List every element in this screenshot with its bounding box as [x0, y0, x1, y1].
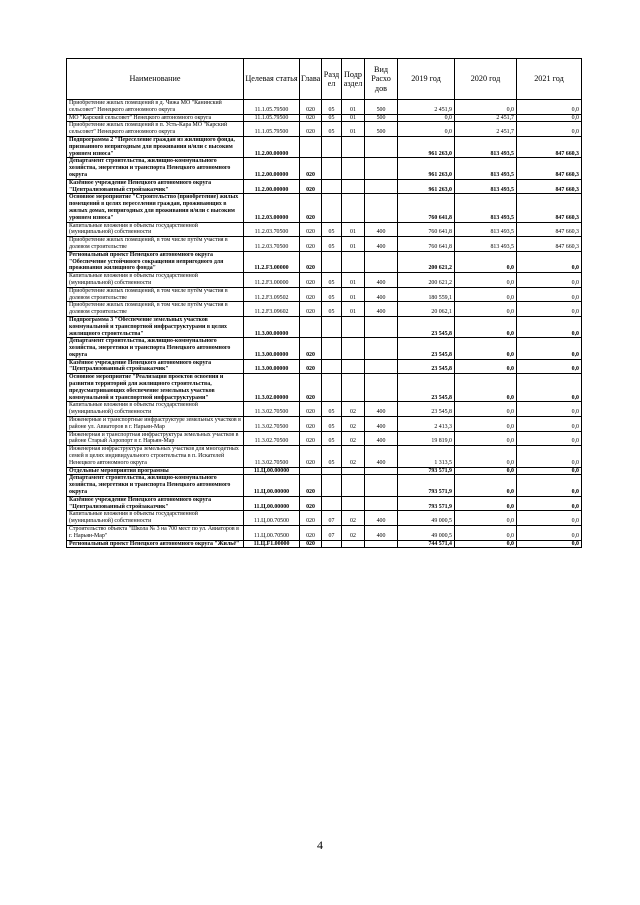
row-target-article: 11.2.00.00000	[244, 136, 300, 157]
row-chapter	[300, 316, 322, 337]
row-amount-2019: 760 641,8	[398, 194, 455, 222]
row-subsection: 01	[342, 237, 365, 252]
row-amount-2019: 23 545,8	[398, 359, 455, 374]
row-amount-2020: 0,0	[455, 374, 517, 402]
row-section	[322, 158, 342, 179]
row-chapter: 020	[300, 402, 322, 417]
row-amount-2021: 0,0	[517, 431, 582, 446]
row-chapter: 020	[300, 287, 322, 302]
table-row	[67, 511, 582, 526]
row-amount-2020: 813 493,5	[455, 222, 517, 237]
table-row	[67, 526, 582, 541]
row-name: Основное мероприятие "Реализация проектов освоения и развития территорий для жилищного строительства, предусматривающих обеспечение земельных участков коммунальной и транспортной инфраструктурами"	[67, 374, 244, 402]
table-row	[67, 359, 582, 374]
row-expense-type	[365, 158, 398, 179]
row-subsection	[342, 251, 365, 272]
row-amount-2021: 0,0	[517, 302, 582, 317]
row-amount-2020: 0,0	[455, 100, 517, 115]
row-section: 05	[322, 446, 342, 467]
row-chapter: 020	[300, 526, 322, 541]
row-expense-type	[365, 359, 398, 374]
row-target-article: 11.3.02.70500	[244, 402, 300, 417]
row-section: 05	[322, 222, 342, 237]
row-target-article: 11.1.05.79500	[244, 100, 300, 115]
row-target-article: 11.2.F3.00000	[244, 251, 300, 272]
row-chapter	[300, 136, 322, 157]
table-row	[67, 158, 582, 179]
row-amount-2021: 0,0	[517, 100, 582, 115]
row-expense-type: 500	[365, 114, 398, 122]
row-amount-2020: 0,0	[455, 431, 517, 446]
row-target-article: 11.Ц.00.70500	[244, 526, 300, 541]
row-amount-2021: 847 660,3	[517, 179, 582, 194]
row-expense-type	[365, 374, 398, 402]
row-expense-type	[365, 179, 398, 194]
row-amount-2020: 813 493,5	[455, 136, 517, 157]
table-row	[67, 179, 582, 194]
row-amount-2020: 813 493,5	[455, 158, 517, 179]
row-name: Капитальные вложения в объекты государственной (муниципальной) собственности	[67, 402, 244, 417]
row-name: Региональный проект Ненецкого автономного округа "Обеспечение устойчивого сокращения непригодного для проживания жилищного фонда"	[67, 251, 244, 272]
row-section: 05	[322, 273, 342, 288]
row-target-article: 11.2.00.00000	[244, 158, 300, 179]
table-row	[67, 475, 582, 496]
row-section: 05	[322, 122, 342, 137]
row-expense-type: 400	[365, 511, 398, 526]
row-amount-2019: 793 571,9	[398, 475, 455, 496]
row-subsection: 01	[342, 114, 365, 122]
table-row	[67, 222, 582, 237]
row-target-article: 11.2.F3.00000	[244, 273, 300, 288]
row-amount-2019: 23 545,8	[398, 374, 455, 402]
row-section: 05	[322, 237, 342, 252]
row-subsection: 01	[342, 302, 365, 317]
row-target-article: 11.3.00.00000	[244, 359, 300, 374]
row-section: 05	[322, 287, 342, 302]
row-amount-2019: 2 413,3	[398, 417, 455, 432]
row-expense-type: 400	[365, 302, 398, 317]
table-row	[67, 417, 582, 432]
row-amount-2021: 0,0	[517, 446, 582, 467]
row-target-article: 11.Ц.00.00000	[244, 475, 300, 496]
row-amount-2019: 961 263,0	[398, 179, 455, 194]
row-section: 05	[322, 114, 342, 122]
row-amount-2020: 0,0	[455, 526, 517, 541]
row-subsection	[342, 179, 365, 194]
row-target-article: 11.3.02.70500	[244, 417, 300, 432]
table-row	[67, 496, 582, 511]
row-section	[322, 338, 342, 359]
header-chapter: Глава	[300, 59, 322, 100]
row-section	[322, 179, 342, 194]
table-row	[67, 374, 582, 402]
row-amount-2020: 0,0	[455, 475, 517, 496]
row-amount-2020: 0,0	[455, 316, 517, 337]
row-expense-type	[365, 251, 398, 272]
row-chapter: 020	[300, 359, 322, 374]
table-row	[67, 446, 582, 467]
row-section: 07	[322, 526, 342, 541]
row-amount-2021: 0,0	[517, 338, 582, 359]
row-section	[322, 194, 342, 222]
row-section: 07	[322, 511, 342, 526]
row-name: Приобретение жилых помещений, в том числе путём участия в долевом строительстве	[67, 237, 244, 252]
row-name: Инженерная инфраструктура земельных участков для многодетных семей в целях индивидуального строительства в п. Искателей Ненецкого автономного округа	[67, 446, 244, 467]
row-name: Департамент строительства, жилищно-коммунального хозяйства, энергетики и транспорта Ненецкого автономного округа	[67, 475, 244, 496]
row-amount-2021: 0,0	[517, 316, 582, 337]
row-amount-2019: 961 263,0	[398, 136, 455, 157]
row-expense-type: 400	[365, 446, 398, 467]
row-amount-2019: 180 559,1	[398, 287, 455, 302]
row-name: Инженерные и транспортные инфраструктуре земельных участков в районе ул. Авиаторов в г. Нарьян-Мар	[67, 417, 244, 432]
row-chapter: 020	[300, 122, 322, 137]
table-row	[67, 402, 582, 417]
row-amount-2019: 19 819,0	[398, 431, 455, 446]
row-subsection: 02	[342, 526, 365, 541]
row-subsection: 02	[342, 511, 365, 526]
row-amount-2019: 0,0	[398, 114, 455, 122]
table-row	[67, 540, 582, 548]
row-amount-2021: 0,0	[517, 114, 582, 122]
table-row	[67, 136, 582, 157]
row-name: Региональный проект Ненецкого автономного округа "Жильё"	[67, 540, 244, 548]
row-amount-2020: 813 493,5	[455, 194, 517, 222]
table-row	[67, 431, 582, 446]
row-amount-2019: 744 571,4	[398, 540, 455, 548]
row-expense-type: 400	[365, 431, 398, 446]
row-subsection: 02	[342, 417, 365, 432]
row-name: Департамент строительства, жилищно-коммунального хозяйства, энергетики и транспорта Ненецкого автономного округа	[67, 158, 244, 179]
budget-table	[66, 58, 582, 548]
row-amount-2019: 23 545,8	[398, 316, 455, 337]
row-amount-2020: 0,0	[455, 402, 517, 417]
row-amount-2021: 0,0	[517, 511, 582, 526]
table-row	[67, 237, 582, 252]
table-row	[67, 467, 582, 475]
row-subsection: 01	[342, 287, 365, 302]
row-amount-2021: 0,0	[517, 359, 582, 374]
row-chapter: 020	[300, 446, 322, 467]
row-amount-2020: 0,0	[455, 251, 517, 272]
row-section: 05	[322, 402, 342, 417]
row-amount-2021: 0,0	[517, 122, 582, 137]
row-amount-2021: 0,0	[517, 475, 582, 496]
row-amount-2019: 793 571,9	[398, 496, 455, 511]
row-name: Казённое учреждение Ненецкого автономного округа "Централизованный стройзаказчик"	[67, 359, 244, 374]
row-section	[322, 251, 342, 272]
row-subsection	[342, 359, 365, 374]
header-subsection: Подр аздел	[342, 59, 365, 100]
row-chapter: 020	[300, 338, 322, 359]
row-chapter: 020	[300, 114, 322, 122]
row-expense-type: 400	[365, 526, 398, 541]
row-target-article: 11.Ц.00.70500	[244, 511, 300, 526]
row-subsection	[342, 496, 365, 511]
row-name: Департамент строительства, жилищно-коммунального хозяйства, энергетики и транспорта Ненецкого автономного округа	[67, 338, 244, 359]
row-name: Подпрограмма 2 "Переселение граждан из жилищного фонда, признанного непригодным для проживания и/или с высоким уровнем износа"	[67, 136, 244, 157]
row-amount-2019: 200 621,2	[398, 273, 455, 288]
row-subsection	[342, 136, 365, 157]
row-chapter	[300, 467, 322, 475]
row-target-article: 11.1.05.79500	[244, 122, 300, 137]
row-amount-2021: 0,0	[517, 540, 582, 548]
row-section: 05	[322, 302, 342, 317]
row-section	[322, 475, 342, 496]
row-amount-2020: 0,0	[455, 496, 517, 511]
table-row	[67, 316, 582, 337]
row-amount-2020: 2 451,7	[455, 122, 517, 137]
row-target-article: 11.3.02.70500	[244, 446, 300, 467]
row-chapter: 020	[300, 251, 322, 272]
row-name: Казённое учреждение Ненецкого автономного округа "Централизованный стройзаказчик"	[67, 496, 244, 511]
row-expense-type: 400	[365, 417, 398, 432]
header-year-2019: 2019 год	[398, 59, 455, 100]
row-section	[322, 540, 342, 548]
row-amount-2021: 0,0	[517, 273, 582, 288]
row-amount-2021: 0,0	[517, 417, 582, 432]
table-row	[67, 273, 582, 288]
row-target-article: 11.1.05.79500	[244, 114, 300, 122]
row-section: 05	[322, 431, 342, 446]
row-amount-2021: 0,0	[517, 402, 582, 417]
row-target-article: 11.2.F3.09502	[244, 287, 300, 302]
table-row	[67, 287, 582, 302]
row-chapter: 020	[300, 511, 322, 526]
header-expense-type: Вид Расхо дов	[365, 59, 398, 100]
row-target-article: 11.3.00.00000	[244, 338, 300, 359]
row-expense-type	[365, 496, 398, 511]
table-row	[67, 114, 582, 122]
row-section	[322, 374, 342, 402]
row-name: Приобретение жилых помещений в д. Чижа МО "Канинский сельсовет" Ненецкого автономного округа	[67, 100, 244, 115]
row-amount-2021: 0,0	[517, 374, 582, 402]
row-chapter: 020	[300, 417, 322, 432]
row-target-article: 11.2.00.00000	[244, 179, 300, 194]
row-name: Капитальные вложения в объекты государственной (муниципальной) собственности	[67, 511, 244, 526]
row-target-article: 11.2.03.70500	[244, 222, 300, 237]
row-subsection	[342, 338, 365, 359]
row-section	[322, 359, 342, 374]
row-chapter: 020	[300, 475, 322, 496]
row-chapter: 020	[300, 179, 322, 194]
row-expense-type: 400	[365, 287, 398, 302]
row-amount-2020: 0,0	[455, 359, 517, 374]
row-name: Инженерная и транспортная инфраструктура земельных участков в районе Старый Аэропорт в г. Нарьян-Мар	[67, 431, 244, 446]
row-amount-2020: 813 493,5	[455, 237, 517, 252]
row-section: 05	[322, 100, 342, 115]
row-target-article: 11.Ц.00.00000	[244, 496, 300, 511]
row-chapter: 020	[300, 194, 322, 222]
row-amount-2019: 793 571,9	[398, 467, 455, 475]
row-amount-2021: 0,0	[517, 467, 582, 475]
row-chapter: 020	[300, 100, 322, 115]
row-amount-2021: 847 660,3	[517, 194, 582, 222]
table-header-row	[67, 59, 582, 100]
row-amount-2020: 0,0	[455, 446, 517, 467]
row-amount-2019: 23 545,8	[398, 402, 455, 417]
row-amount-2020: 0,0	[455, 540, 517, 548]
row-amount-2020: 0,0	[455, 511, 517, 526]
row-subsection	[342, 316, 365, 337]
row-expense-type: 400	[365, 273, 398, 288]
row-target-article: 11.Ц.00.00000	[244, 467, 300, 475]
row-expense-type	[365, 136, 398, 157]
row-name: Капитальные вложения в объекты государственной (муниципальной) собственности	[67, 273, 244, 288]
row-name: Приобретение жилых помещений в п. Усть-Кара МО "Карский сельсовет" Ненецкого автономного округа	[67, 122, 244, 137]
row-subsection	[342, 374, 365, 402]
row-chapter: 020	[300, 273, 322, 288]
row-expense-type: 500	[365, 100, 398, 115]
row-subsection: 01	[342, 222, 365, 237]
row-chapter: 020	[300, 222, 322, 237]
row-expense-type	[365, 475, 398, 496]
row-subsection: 01	[342, 122, 365, 137]
row-amount-2021: 847 660,3	[517, 158, 582, 179]
table-row	[67, 338, 582, 359]
row-section	[322, 496, 342, 511]
header-target-article: Целевая статья	[244, 59, 300, 100]
table-row	[67, 100, 582, 115]
row-amount-2021: 847 660,3	[517, 237, 582, 252]
row-subsection: 01	[342, 100, 365, 115]
row-subsection	[342, 540, 365, 548]
row-chapter: 020	[300, 158, 322, 179]
table-row	[67, 302, 582, 317]
row-expense-type	[365, 540, 398, 548]
row-name: Приобретение жилых помещений, в том числе путём участия в долевом строительстве	[67, 287, 244, 302]
row-amount-2020: 0,0	[455, 287, 517, 302]
row-amount-2019: 200 621,2	[398, 251, 455, 272]
row-amount-2020: 0,0	[455, 338, 517, 359]
row-name: Приобретение жилых помещений, в том числе путём участия в долевом строительстве	[67, 302, 244, 317]
row-name: Основное мероприятие "Строительство (приобретение) жилых помещений в целях переселения граждан, проживающих в жилых домах, непригодных для проживания и/или с высоким уровнем износа"	[67, 194, 244, 222]
row-subsection: 02	[342, 402, 365, 417]
row-amount-2019: 760 641,8	[398, 222, 455, 237]
row-chapter: 020	[300, 431, 322, 446]
row-name: Отдельные мероприятия программы	[67, 467, 244, 475]
header-year-2020: 2020 год	[455, 59, 517, 100]
row-expense-type: 400	[365, 222, 398, 237]
row-name: Капитальные вложения в объекты государственной (муниципальной) собственности	[67, 222, 244, 237]
row-expense-type: 400	[365, 402, 398, 417]
row-amount-2021: 847 660,3	[517, 222, 582, 237]
row-subsection	[342, 467, 365, 475]
row-chapter: 020	[300, 540, 322, 548]
row-amount-2020: 2 451,7	[455, 114, 517, 122]
row-target-article: 11.2.F3.09602	[244, 302, 300, 317]
row-chapter: 020	[300, 302, 322, 317]
row-amount-2020: 0,0	[455, 467, 517, 475]
row-subsection	[342, 475, 365, 496]
row-amount-2021: 0,0	[517, 496, 582, 511]
row-amount-2019: 1 313,5	[398, 446, 455, 467]
row-subsection: 02	[342, 446, 365, 467]
row-expense-type: 500	[365, 122, 398, 137]
row-amount-2021: 0,0	[517, 287, 582, 302]
table-body	[67, 100, 582, 548]
table-row	[67, 251, 582, 272]
row-amount-2021: 0,0	[517, 251, 582, 272]
row-amount-2020: 0,0	[455, 273, 517, 288]
row-amount-2021: 0,0	[517, 526, 582, 541]
row-amount-2019: 760 641,8	[398, 237, 455, 252]
row-target-article: 11.2.03.70500	[244, 237, 300, 252]
row-amount-2020: 0,0	[455, 417, 517, 432]
row-name: МО "Карский сельсовет" Ненецкого автономного округа	[67, 114, 244, 122]
row-name: Казённое учреждение Ненецкого автономного округа "Централизованный стройзаказчик"	[67, 179, 244, 194]
header-section: Разд ел	[322, 59, 342, 100]
row-expense-type	[365, 316, 398, 337]
row-expense-type	[365, 338, 398, 359]
row-expense-type: 400	[365, 237, 398, 252]
row-section	[322, 467, 342, 475]
row-target-article: 11.3.02.00000	[244, 374, 300, 402]
row-amount-2019: 49 000,5	[398, 526, 455, 541]
row-target-article: 11.2.03.00000	[244, 194, 300, 222]
header-name: Наименование	[67, 59, 244, 100]
row-target-article: 11.3.02.70500	[244, 431, 300, 446]
row-amount-2019: 0,0	[398, 122, 455, 137]
row-subsection	[342, 194, 365, 222]
row-subsection: 02	[342, 431, 365, 446]
row-expense-type	[365, 194, 398, 222]
row-amount-2019: 20 062,1	[398, 302, 455, 317]
row-subsection	[342, 158, 365, 179]
header-year-2021: 2021 год	[517, 59, 582, 100]
table-row	[67, 194, 582, 222]
row-section: 05	[322, 417, 342, 432]
row-chapter: 020	[300, 496, 322, 511]
row-name: Строительство объекта "Школа № 3 на 700 мест по ул. Авиаторов в г. Нарьян-Мар"	[67, 526, 244, 541]
row-chapter: 020	[300, 374, 322, 402]
row-section	[322, 136, 342, 157]
row-chapter: 020	[300, 237, 322, 252]
row-amount-2019: 2 451,9	[398, 100, 455, 115]
row-target-article: 11.3.00.00000	[244, 316, 300, 337]
row-amount-2020: 0,0	[455, 302, 517, 317]
row-section	[322, 316, 342, 337]
row-subsection: 01	[342, 273, 365, 288]
table-row	[67, 122, 582, 137]
row-target-article: 11.Ц.F1.00000	[244, 540, 300, 548]
row-amount-2019: 49 000,5	[398, 511, 455, 526]
row-amount-2019: 961 263,0	[398, 158, 455, 179]
page-number: 4	[317, 838, 323, 852]
row-amount-2019: 23 545,8	[398, 338, 455, 359]
row-name: Подпрограмма 3 "Обеспечение земельных участков коммунальной и транспортной инфраструктурами в целях жилищного строительства"	[67, 316, 244, 337]
row-amount-2020: 813 493,5	[455, 179, 517, 194]
row-amount-2021: 847 660,3	[517, 136, 582, 157]
row-expense-type	[365, 467, 398, 475]
